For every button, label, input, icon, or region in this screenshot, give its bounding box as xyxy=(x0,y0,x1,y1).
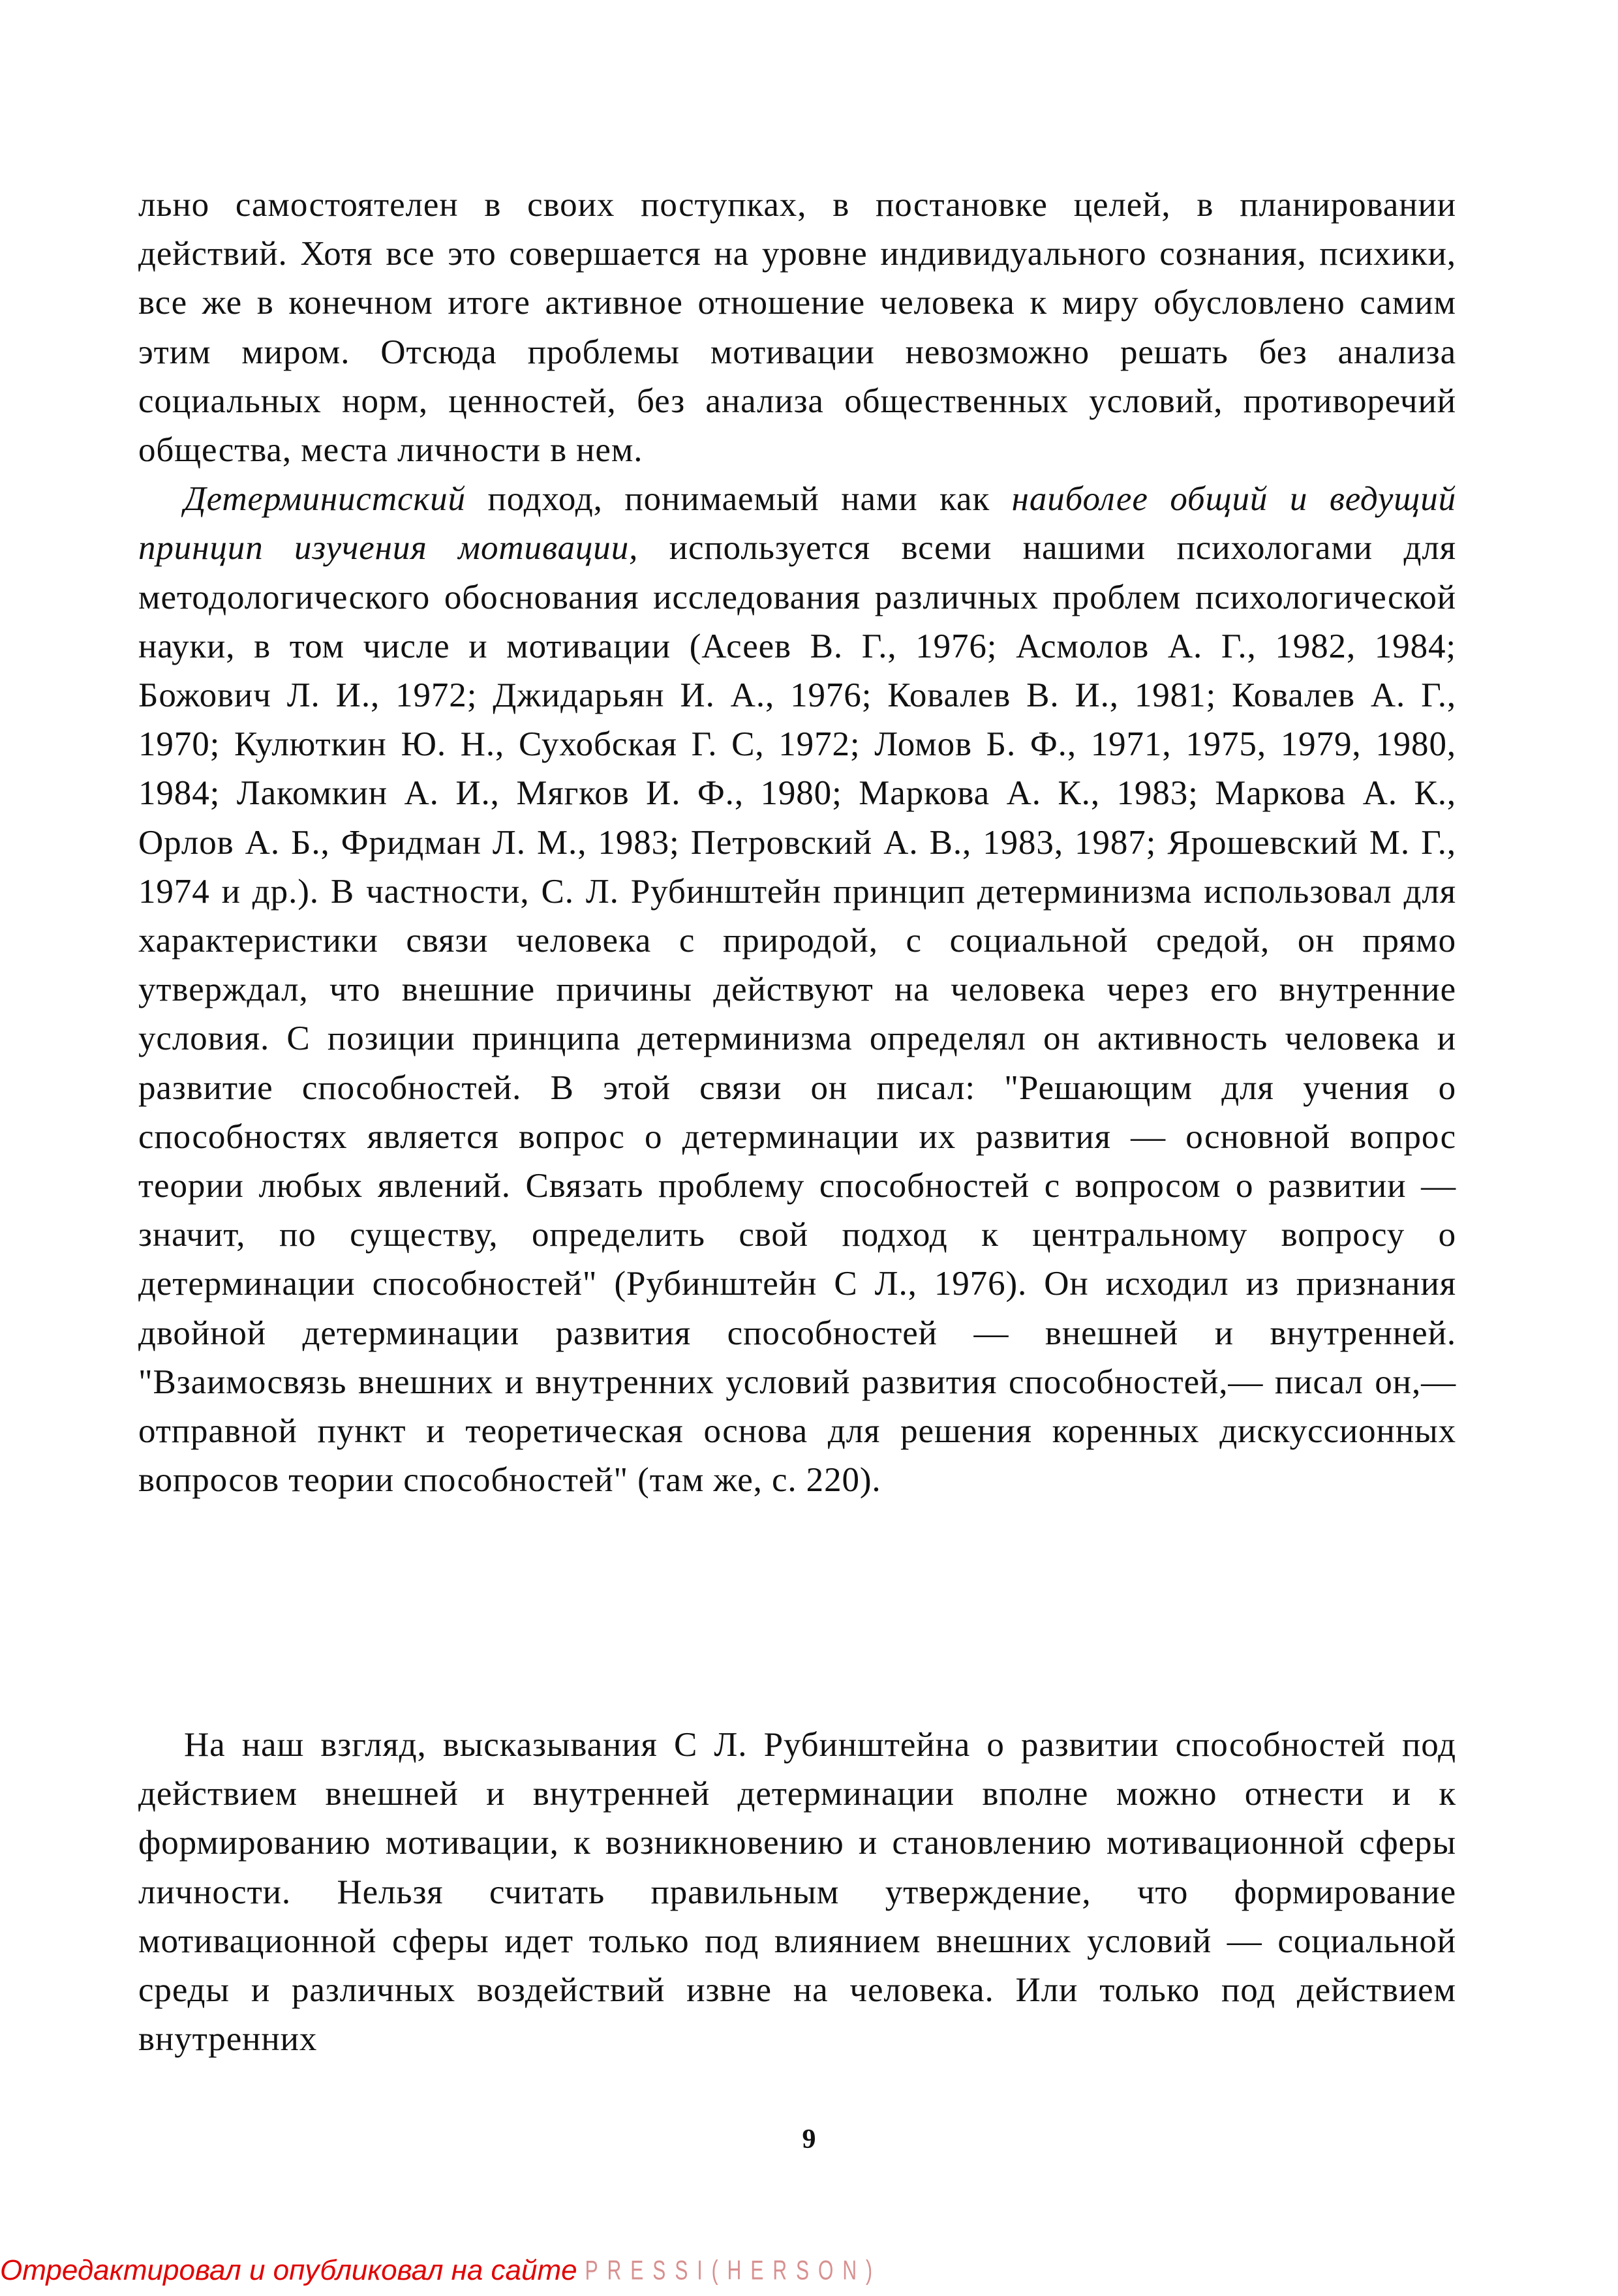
footer-credit: Отредактировал и опубликовал на сайте xyxy=(0,2254,577,2286)
main-text xyxy=(138,181,1456,1505)
footer-watermark xyxy=(0,2252,1618,2288)
page-number: 9 xyxy=(802,2124,816,2154)
paragraph-2-text-a: подход, понимаемый нами как xyxy=(465,480,1012,519)
footer-site-link[interactable]: PRESSI(HERSON) xyxy=(585,2256,881,2286)
paragraph-3: На наш взгляд, высказывания С Л. Рубинштейна о развитии способностей под действием внешней и внутренней детерминации вполне можно отнести и к формированию мотивации, к возникновению и становлению мотивационной сферы личности. Нельзя считать правильным утверждение, что формирование мотивационной сферы идет только под влиянием внешних условий — социальной среды и различных воздействий извне на человека. Или только под действием внутренних xyxy=(138,1726,1456,2059)
main-text-continued xyxy=(138,1721,1456,2064)
paragraph-2 xyxy=(138,475,1456,1505)
paragraph-2-text-b: используется всеми нашими психологами для методологического обоснования исследования различных проблем психологической науки, в том числе и мотивации (Асеев В. Г., 1976; Асмолов А. Г., 1982, 1984; Божович Л. И., 1972; Джидарьян И. А., 1976; Ковалев В. И., 1981; Ковалев А. Г., 1970; Кулюткин Ю. Н., Сухобская Г. С, 1972; Ломов Б. Ф., 1971, 1975, 1979, 1980, 1984; Лакомкин А. И., Мягков И. Ф., 1980; Маркова А. К., 1983; Маркова А. К., Орлов А. Б., Фридман Л. М., 1983; Петровский А. В., 1983, 1987; Ярошевский М. Г., 1974 и др.). В частности, С. Л. Рубинштейн принцип детерминизма использовал для характеристики связи человека с природой, с социальной средой, он прямо утверждал, что внешние причины действуют на человека через его внутренние условия. С позиции принципа детерминизма определял он активность человека и развитие способностей. В этой связи он писал: "Решающим для учения о способностях является вопрос о детерминации их развития — основной вопрос теории любых явлений. Связать проблему способностей с вопросом о развитии — значит, по существу, определить свой подход к центральному вопросу о детерминации способностей" (Рубинштейн С Л., 1976). Он исходил из признания двойной детерминации развития способностей — внешней и внутренней. "Взаимосвязь внешних и внутренних условий развития способностей,— писал он,— отправной пункт и теоретическая основа для решения коренных дискуссионных вопросов теории способностей" (там же, с. 220). xyxy=(138,529,1456,1500)
paragraph-1: льно самостоятелен в своих поступках, в постановке целей, в планировании действий. Хотя все это совершается на уровне индивидуального сознания, психики, все же в конечном итоге активное отношение человека к миру обусловлено самим этим миром. Отсюда проблемы мотивации невозможно решать без анализа социальных норм, ценностей, без анализа общественных условий, противоречий общества, места личности в нем. xyxy=(138,186,1456,470)
italic-phrase: наиболее общий и ведущий принцип изучения мотивации, xyxy=(138,480,1456,567)
italic-term: Детерминистский xyxy=(184,480,466,519)
